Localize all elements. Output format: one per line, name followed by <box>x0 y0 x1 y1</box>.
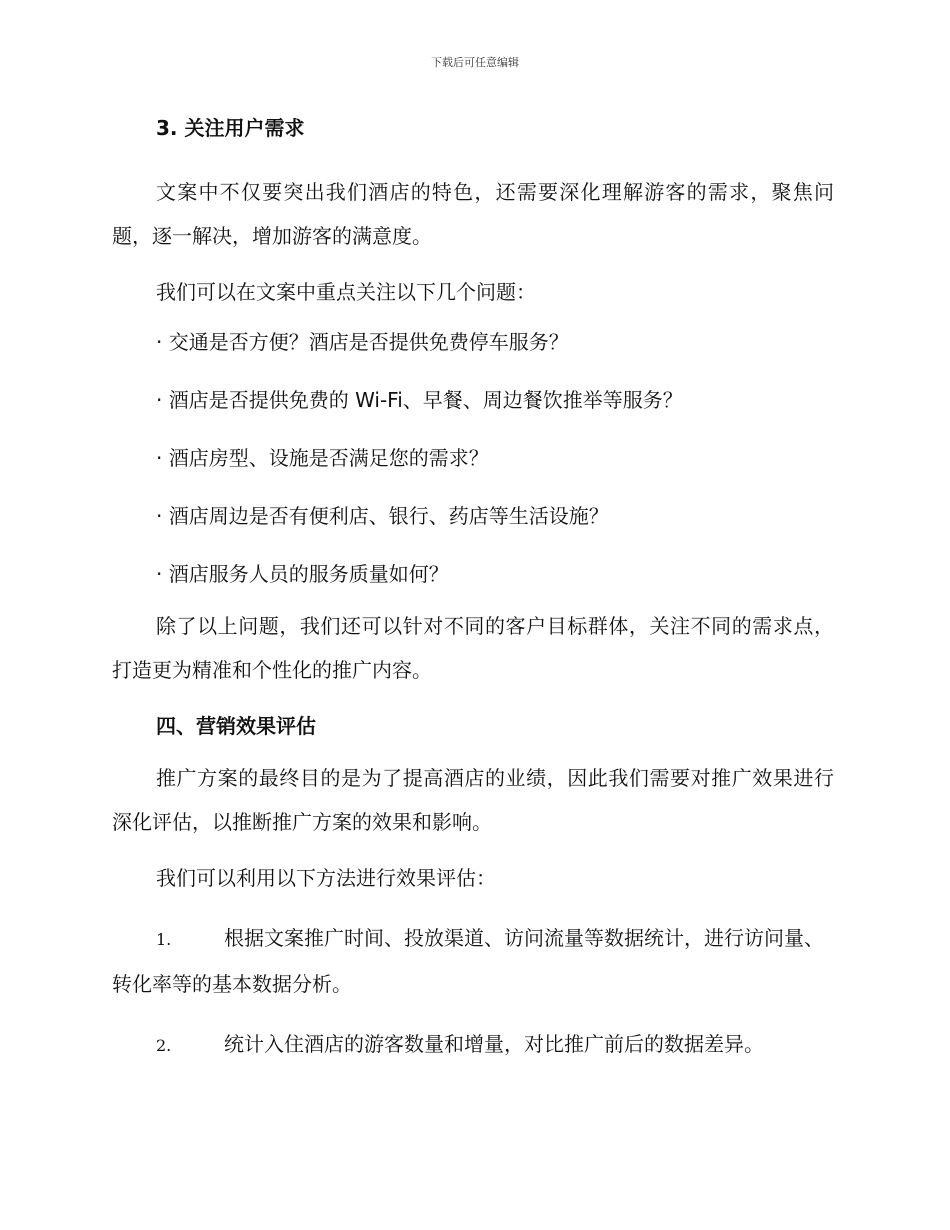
section-heading-user-needs: 3. 关注用户需求 <box>156 116 305 140</box>
item-number: 2. <box>156 1036 172 1055</box>
item-text: 统计入住酒店的游客数量和增量，对比推广前后的数据差异。 <box>224 1032 764 1056</box>
item-number: 1. <box>156 930 172 949</box>
paragraph: 推广方案的最终目的是为了提高酒店的业绩，因此我们需要对推广效果进行深化评估，以推断推广方案的效果和影响。 <box>112 766 834 834</box>
document-body <box>112 112 834 1080</box>
paragraph: 我们可以利用以下方法进行效果评估： <box>156 866 496 890</box>
numbered-item <box>112 1022 834 1068</box>
list-item: · 酒店房型、设施是否满足您的需求？ <box>156 446 489 470</box>
list-item: · 酒店是否提供免费的 Wi-Fi、早餐、周边餐饮推举等服务？ <box>156 388 683 412</box>
section-heading-marketing-evaluation: 四、营销效果评估 <box>156 714 316 738</box>
list-item: · 酒店周边是否有便利店、银行、药店等生活设施？ <box>156 504 609 528</box>
item-text: 根据文案推广时间、投放渠道、访问流量等数据统计，进行访问量、转化率等的基本数据分析。 <box>112 926 824 996</box>
page-header: 下载后可任意编辑 <box>431 56 519 69</box>
paragraph: 我们可以在文案中重点关注以下几个问题： <box>156 280 536 304</box>
list-item: · 酒店服务人员的服务质量如何？ <box>156 562 449 586</box>
paragraph: 除了以上问题，我们还可以针对不同的客户目标群体，关注不同的需求点，打造更为精准和个性化的推广内容。 <box>112 614 834 682</box>
paragraph: 文案中不仅要突出我们酒店的特色，还需要深化理解游客的需求，聚焦问题，逐一解决，增加游客的满意度。 <box>112 180 834 248</box>
list-item: · 交通是否方便？酒店是否提供免费停车服务？ <box>156 330 569 354</box>
numbered-item <box>112 916 834 1006</box>
